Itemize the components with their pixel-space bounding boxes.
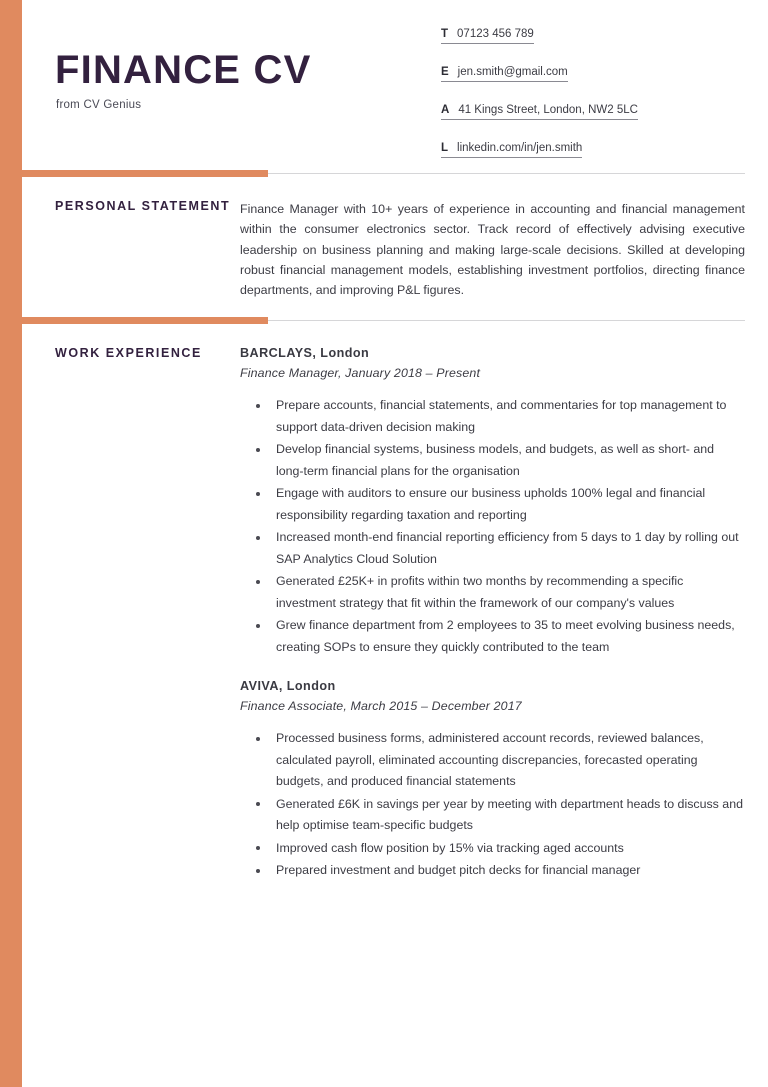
job-bullet-text: Processed business forms, administered account records, reviewed balances, calculated payroll, eliminated accounting discrepancies, forecasted operating budgets, and produced financial statements bbox=[276, 731, 704, 789]
left-accent-bar bbox=[0, 0, 22, 1087]
job-bullet bbox=[240, 838, 745, 860]
job-bullet bbox=[240, 527, 745, 570]
work-experience-heading: WORK EXPERIENCE bbox=[55, 346, 202, 361]
title-block bbox=[55, 50, 311, 111]
job-entry bbox=[240, 346, 745, 658]
job-bullet-list bbox=[240, 395, 745, 658]
bullet-dot-icon bbox=[256, 869, 260, 873]
job-role: Finance Manager, January 2018 – Present bbox=[240, 366, 481, 381]
bullet-dot-icon bbox=[256, 536, 260, 540]
job-bullet-text: Prepare accounts, financial statements, and commentaries for top management to support data-driven decision making bbox=[276, 398, 727, 434]
job-bullet bbox=[240, 571, 745, 614]
job-bullet-text: Grew finance department from 2 employees to 35 to meet evolving business needs, creating SOPs to ensure they quickly contributed to the team bbox=[276, 618, 735, 654]
contact-phone-key: T bbox=[441, 28, 449, 40]
personal-statement-heading: PERSONAL STATEMENT bbox=[55, 199, 231, 213]
job-bullet-text: Generated £25K+ in profits within two months by recommending a specific investment strategy that fit within the framework of our company's values bbox=[276, 574, 684, 610]
bullet-dot-icon bbox=[256, 580, 260, 584]
contact-phone-value: 07123 456 789 bbox=[457, 28, 534, 40]
bullet-dot-icon bbox=[256, 492, 260, 496]
contact-linkedin-key: L bbox=[441, 141, 449, 154]
contact-phone bbox=[441, 27, 638, 44]
personal-statement-text: Finance Manager with 10+ years of experience in accounting and financial management within the consumer electronics sector. Track record of effectively advising executive leadership on business planning and making large-scale decisions. Skilled at developing robust financial management models, establishing investment portfolios, directing finance departments, and improving P&L figures. bbox=[240, 202, 745, 298]
bullet-dot-icon bbox=[256, 846, 260, 850]
job-company: AVIVA, London bbox=[240, 679, 336, 694]
job-bullet-list bbox=[240, 728, 745, 882]
divider-grey-line bbox=[268, 173, 745, 174]
job-bullet-text: Increased month-end financial reporting efficiency from 5 days to 1 day by rolling out SAP Analytics Cloud Solution bbox=[276, 530, 739, 566]
contact-email-value: jen.smith@gmail.com bbox=[457, 65, 568, 78]
contact-email[interactable] bbox=[441, 65, 638, 82]
work-experience-section bbox=[22, 325, 768, 883]
job-bullet bbox=[240, 728, 745, 793]
job-bullet-text: Generated £6K in savings per year by meeting with department heads to discuss and help optimise team-specific budgets bbox=[276, 796, 743, 833]
contact-email-key: E bbox=[441, 65, 449, 78]
job-bullet bbox=[240, 395, 745, 438]
bullet-dot-icon bbox=[256, 802, 260, 806]
cv-header bbox=[22, 0, 768, 170]
personal-statement-body bbox=[240, 199, 768, 300]
job-bullet-text: Improved cash flow position by 15% via tracking aged accounts bbox=[276, 840, 624, 855]
work-experience-body bbox=[240, 346, 768, 883]
job-bullet bbox=[240, 483, 745, 526]
cv-page bbox=[22, 0, 768, 1087]
bullet-dot-icon bbox=[256, 624, 260, 628]
contact-address bbox=[441, 103, 638, 120]
job-bullet bbox=[240, 860, 745, 882]
bullet-dot-icon bbox=[256, 737, 260, 741]
job-company: BARCLAYS, London bbox=[240, 346, 370, 361]
page-title: FINANCE CV bbox=[55, 48, 312, 92]
job-entry bbox=[240, 679, 745, 882]
contact-address-key: A bbox=[441, 103, 450, 116]
contact-linkedin-value: linkedin.com/in/jen.smith bbox=[457, 141, 583, 154]
job-bullet-text: Prepared investment and budget pitch decks for financial manager bbox=[276, 863, 641, 878]
contact-linkedin[interactable] bbox=[441, 141, 638, 158]
divider-orange-bar bbox=[0, 170, 268, 177]
contact-block bbox=[441, 27, 638, 158]
contact-address-value: 41 Kings Street, London, NW2 5LC bbox=[458, 103, 638, 116]
bullet-dot-icon bbox=[256, 448, 260, 452]
page-subtitle: from CV Genius bbox=[56, 99, 142, 111]
divider-orange-bar-2 bbox=[0, 317, 268, 324]
divider-work-experience bbox=[22, 317, 768, 325]
job-bullet-text: Engage with auditors to ensure our business upholds 100% legal and financial responsibility regarding taxation and reporting bbox=[276, 486, 706, 522]
job-role: Finance Associate, March 2015 – December 2017 bbox=[240, 699, 522, 714]
divider-personal-statement bbox=[22, 170, 768, 178]
job-bullet-text: Develop financial systems, business models, and budgets, as well as short- and long-term financial plans for the organisation bbox=[276, 442, 715, 478]
divider-grey-line-2 bbox=[268, 320, 745, 321]
job-bullet bbox=[240, 439, 745, 482]
job-bullet bbox=[240, 615, 745, 658]
job-bullet bbox=[240, 794, 745, 837]
personal-statement-section bbox=[22, 178, 768, 300]
bullet-dot-icon bbox=[256, 404, 260, 408]
